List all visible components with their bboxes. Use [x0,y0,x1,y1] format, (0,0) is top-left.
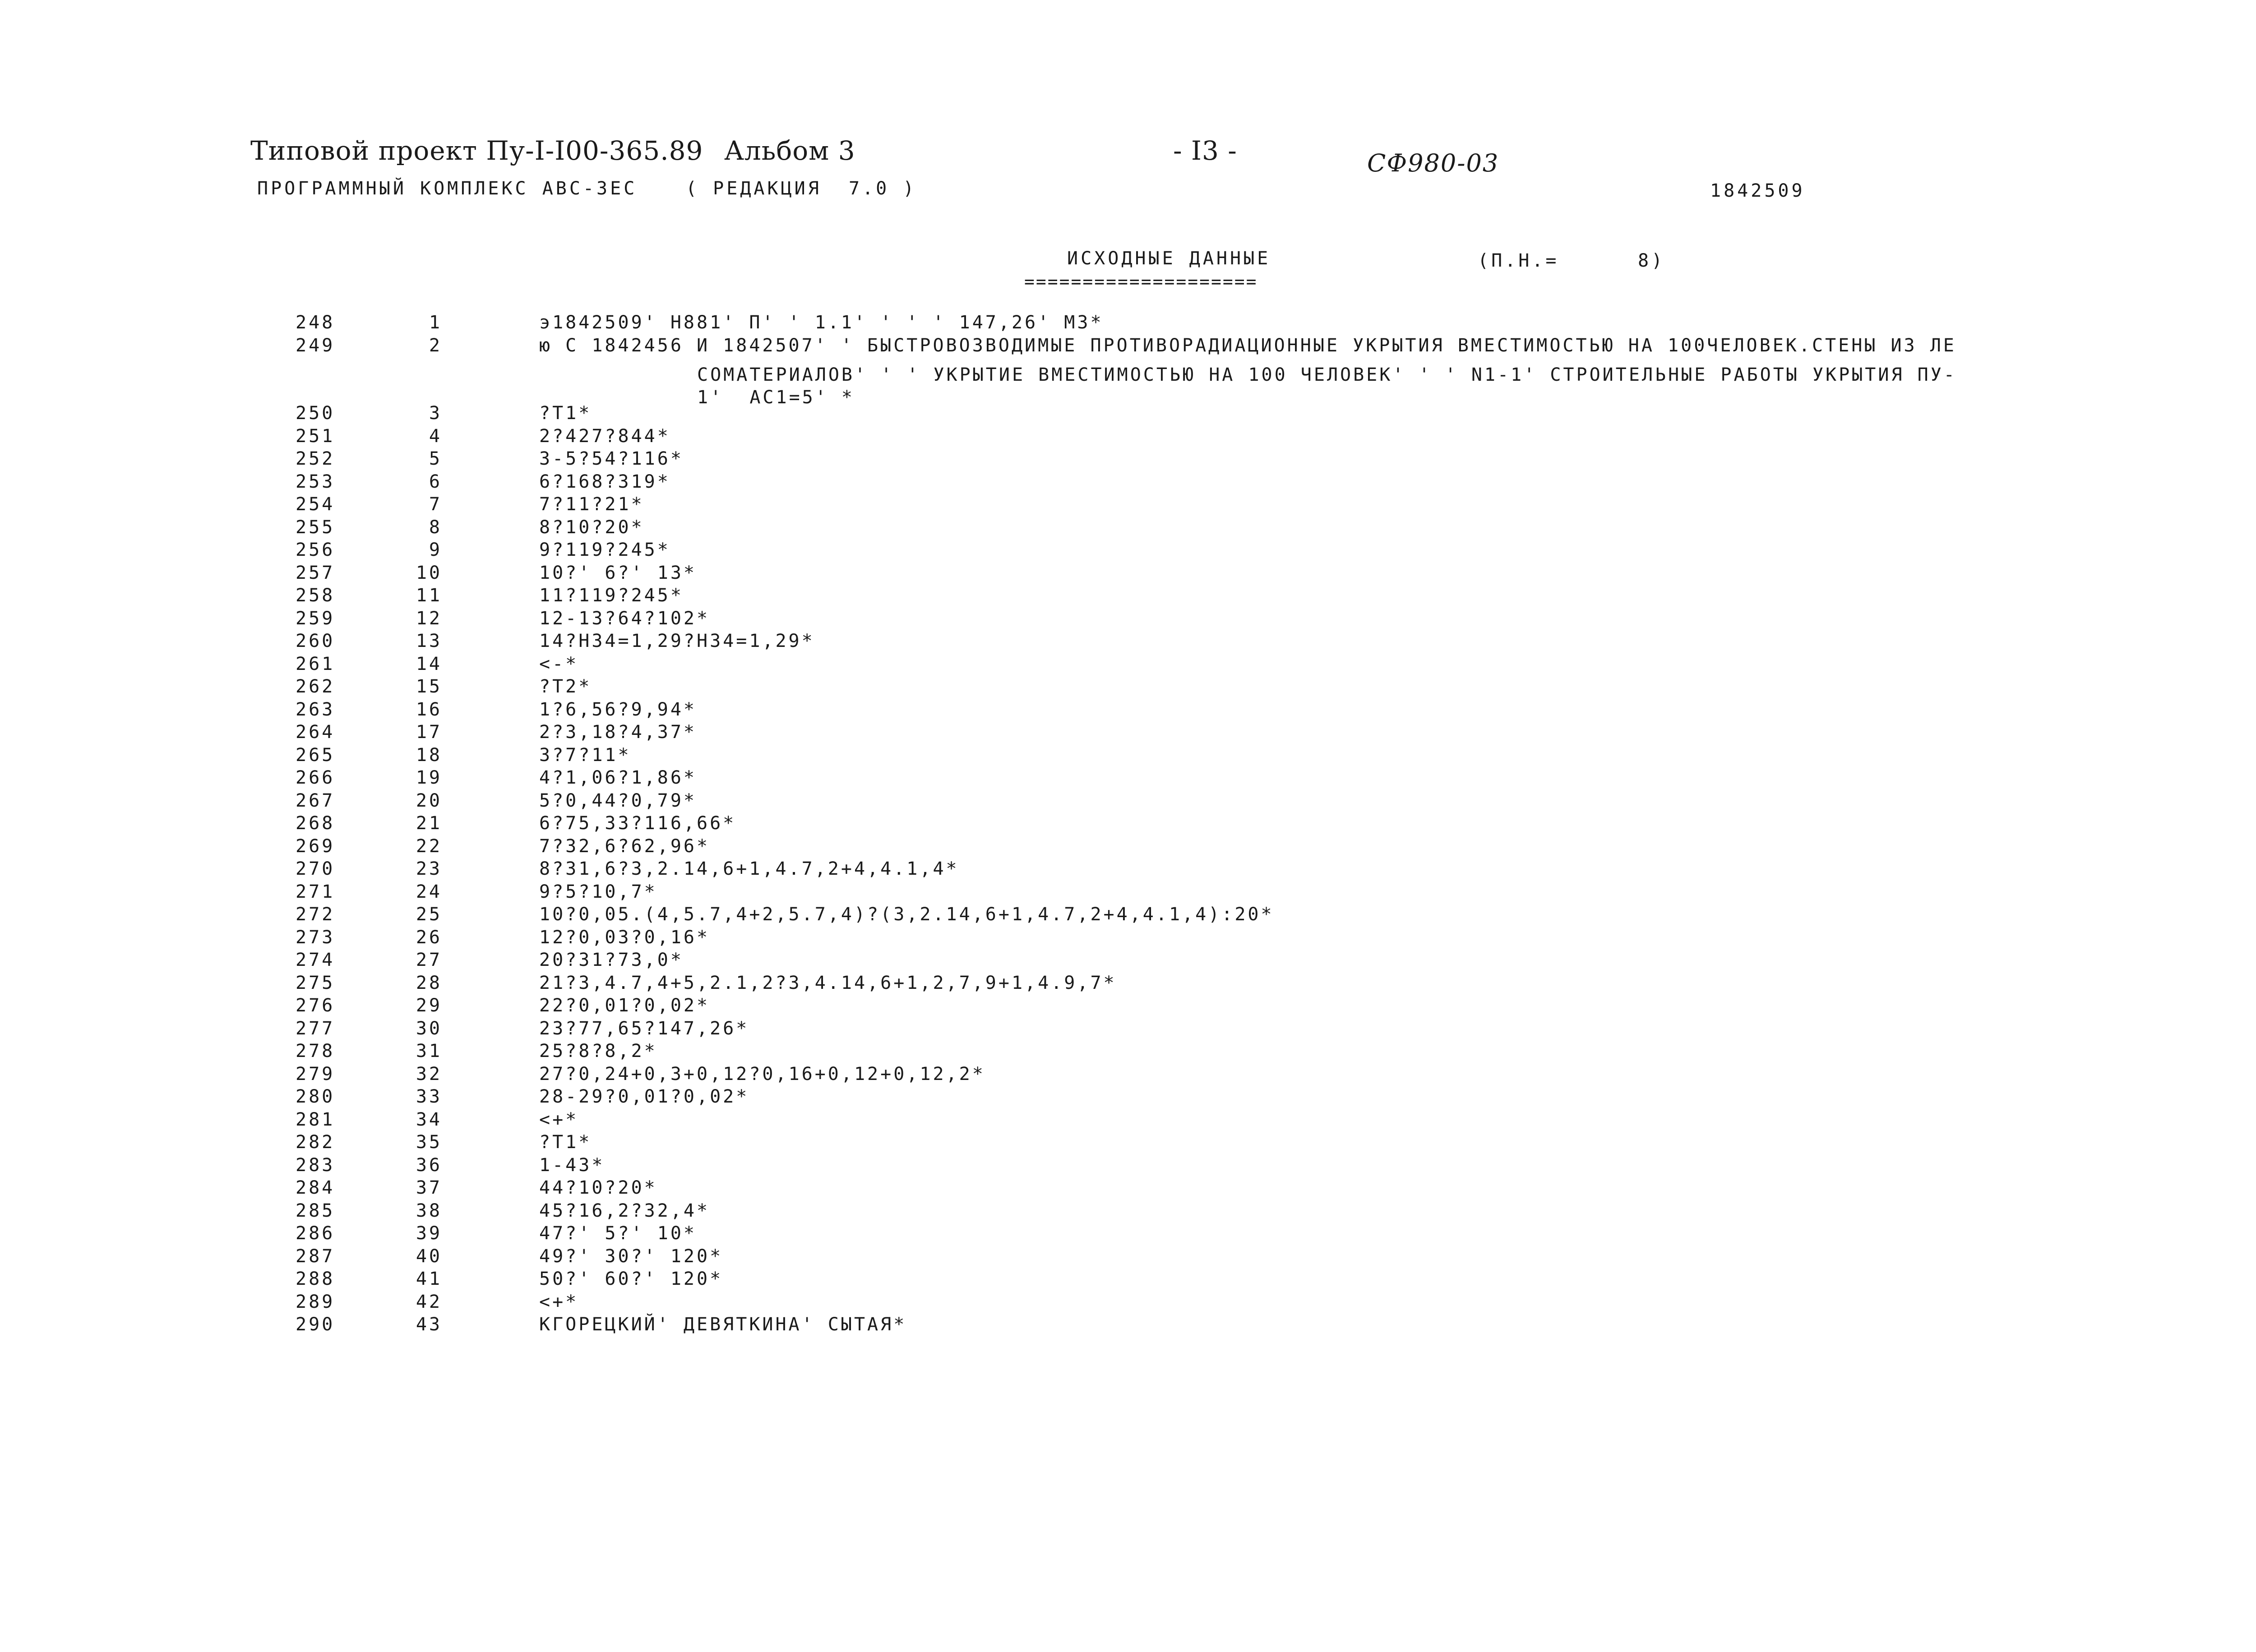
row-number: 261 [296,653,335,674]
row-number: 286 [296,1223,335,1244]
row-text: 5?0,44?0,79* [539,790,697,811]
row-text: 44?10?20* [539,1177,657,1198]
row-number: 285 [296,1200,335,1221]
row-text: 10?0,05.(4,5.7,4+2,5.7,4)?(3,2.14,6+1,4.7,2+4,4.1,4):20* [539,904,1274,925]
sequence-number: 22 [416,835,442,857]
row-number: 274 [296,950,335,970]
row-text: ?Т2* [539,676,592,697]
row-number: 288 [296,1269,335,1289]
row-number: 271 [296,881,335,902]
row-number: 253 [296,471,335,492]
row-number: 287 [296,1246,335,1267]
row-text: 14?Н34=1,29?Н34=1,29* [539,631,815,651]
row-text: 2?427?844* [539,425,670,447]
sequence-number: 41 [416,1269,442,1289]
sequence-number: 35 [416,1132,442,1153]
row-number: 257 [296,562,335,583]
sequence-number: 32 [416,1063,442,1084]
row-text: 2?3,18?4,37* [539,722,697,743]
row-text: <-* [539,653,579,674]
project-title: Типовой проект Пу-I-I00-365.89 [250,135,703,166]
row-249-continuation-1: СОМАТЕРИАЛОВ' ' ' УКРЫТИЕ ВМЕСТИМОСТЬЮ НА 100 ЧЕЛОВЕК' ' ' N1-1' СТРОИТЕЛЬНЫЕ РАБОТЫ УКРЫТИЯ ПУ- [697,365,1957,385]
row-number: 259 [296,608,335,629]
row-number: 255 [296,517,335,538]
sequence-number: 6 [429,471,442,492]
sequence-number: 26 [416,927,442,948]
row-text: 6?75,33?116,66* [539,813,736,834]
row-number: 254 [296,494,335,515]
row-text: 9?5?10,7* [539,881,657,902]
row-text: 27?0,24+0,3+0,12?0,16+0,12+0,12,2* [539,1063,985,1084]
row-text: ?Т1* [539,403,592,424]
sequence-number: 2 [429,335,442,356]
row-249-continuation-2: 1' АС1=5' * [697,387,855,408]
sequence-number: 29 [416,995,442,1016]
sequence-number: 16 [416,699,442,720]
edition-label: ( РЕДАКЦИЯ 7.0 ) [686,178,917,199]
row-number: 277 [296,1018,335,1039]
sequence-number: 1 [429,312,442,333]
row-text: 8?10?20* [539,517,644,538]
sequence-number: 5 [429,448,442,469]
row-number: 281 [296,1109,335,1130]
row-number: 273 [296,927,335,948]
row-text: 4?1,06?1,86* [539,767,697,788]
page-ref-label: (П.Н.= [1478,250,1559,271]
row-text: 6?168?319* [539,471,670,492]
row-number: 282 [296,1132,335,1153]
row-number: 250 [296,403,335,424]
sequence-number: 11 [416,585,442,606]
row-number: 268 [296,813,335,834]
sequence-number: 13 [416,631,442,651]
row-number: 264 [296,722,335,743]
row-text: 11?119?245* [539,585,684,606]
program-label: ПРОГРАММНЫЙ КОМПЛЕКС АВС-3ЕС [257,178,638,199]
sequence-number: 17 [416,722,442,743]
sequence-number: 39 [416,1223,442,1244]
row-text: 20?31?73,0* [539,950,684,970]
row-text: 1-43* [539,1154,605,1176]
row-text: <+* [539,1109,579,1130]
handwritten-code: СФ980-03 [1367,149,1499,177]
row-text: 10?' 6?' 13* [539,562,697,583]
sequence-number: 38 [416,1200,442,1221]
row-number: 251 [296,425,335,447]
row-number: 269 [296,835,335,857]
row-text: 28-29?0,01?0,02* [539,1086,749,1107]
sequence-number: 19 [416,767,442,788]
row-text: ю С 1842456 И 1842507' ' БЫСТРОВОЗВОДИМЫЕ ПРОТИВОРАДИАЦИОННЫЕ УКРЫТИЯ ВМЕСТИМОСТЬЮ НА 100ЧЕЛОВЕК.СТЕНЫ ИЗ ЛЕ [539,335,1956,356]
page-number: - I3 - [1173,135,1237,166]
album-label: Альбом 3 [724,135,855,166]
document-number: 1842509 [1710,180,1805,201]
row-number: 267 [296,790,335,811]
row-text: 3?7?11* [539,744,631,766]
sequence-number: 15 [416,676,442,697]
sequence-number: 43 [416,1314,442,1335]
sequence-number: 10 [416,562,442,583]
row-number: 248 [296,312,335,333]
row-number: 252 [296,448,335,469]
sequence-number: 20 [416,790,442,811]
row-number: 278 [296,1041,335,1061]
row-text: э1842509' Н881' П' ' 1.1' ' ' ' 147,26' М3* [539,312,1104,333]
row-text: КГОРЕЦКИЙ' ДЕВЯТКИНА' СЫТАЯ* [539,1314,907,1335]
row-text: 45?16,2?32,4* [539,1200,710,1221]
row-text: 8?31,6?3,2.14,6+1,4.7,2+4,4.1,4* [539,858,959,879]
row-number: 256 [296,540,335,560]
row-text: 9?119?245* [539,540,670,560]
row-number: 270 [296,858,335,879]
row-number: 280 [296,1086,335,1107]
row-number: 263 [296,699,335,720]
sequence-number: 9 [429,540,442,560]
row-text: 7?11?21* [539,494,644,515]
sequence-number: 23 [416,858,442,879]
row-number: 276 [296,995,335,1016]
row-number: 258 [296,585,335,606]
row-text: 3-5?54?116* [539,448,684,469]
sequence-number: 4 [429,425,442,447]
sequence-number: 31 [416,1041,442,1061]
row-text: 12-13?64?102* [539,608,710,629]
row-number: 265 [296,744,335,766]
sequence-number: 24 [416,881,442,902]
section-title: ИСХОДНЫЕ ДАННЫЕ [1067,248,1271,269]
row-text: <+* [539,1291,579,1312]
row-text: 21?3,4.7,4+5,2.1,2?3,4.14,6+1,2,7,9+1,4.9,7* [539,972,1117,993]
row-number: 272 [296,904,335,925]
sequence-number: 42 [416,1291,442,1312]
page-ref-value: 8) [1638,250,1665,271]
row-text: 22?0,01?0,02* [539,995,710,1016]
sequence-number: 37 [416,1177,442,1198]
sequence-number: 18 [416,744,442,766]
sequence-number: 7 [429,494,442,515]
sequence-number: 33 [416,1086,442,1107]
row-number: 284 [296,1177,335,1198]
row-number: 279 [296,1063,335,1084]
section-underline: ==================== [1024,272,1258,291]
row-text: 7?32,6?62,96* [539,835,710,857]
row-number: 283 [296,1154,335,1176]
row-text: 23?77,65?147,26* [539,1018,749,1039]
sequence-number: 25 [416,904,442,925]
sequence-number: 28 [416,972,442,993]
sequence-number: 12 [416,608,442,629]
row-text: 49?' 30?' 120* [539,1246,723,1267]
row-number: 262 [296,676,335,697]
row-text: 1?6,56?9,94* [539,699,697,720]
row-number: 249 [296,335,335,356]
sequence-number: 36 [416,1154,442,1176]
row-number: 275 [296,972,335,993]
row-text: ?Т1* [539,1132,592,1153]
row-number: 289 [296,1291,335,1312]
sequence-number: 34 [416,1109,442,1130]
sequence-number: 8 [429,517,442,538]
row-number: 266 [296,767,335,788]
row-number: 260 [296,631,335,651]
sequence-number: 27 [416,950,442,970]
row-text: 50?' 60?' 120* [539,1269,723,1289]
sequence-number: 3 [429,403,442,424]
row-number: 290 [296,1314,335,1335]
row-text: 47?' 5?' 10* [539,1223,697,1244]
sequence-number: 14 [416,653,442,674]
sequence-number: 30 [416,1018,442,1039]
sequence-number: 21 [416,813,442,834]
row-text: 25?8?8,2* [539,1041,657,1061]
row-text: 12?0,03?0,16* [539,927,710,948]
sequence-number: 40 [416,1246,442,1267]
